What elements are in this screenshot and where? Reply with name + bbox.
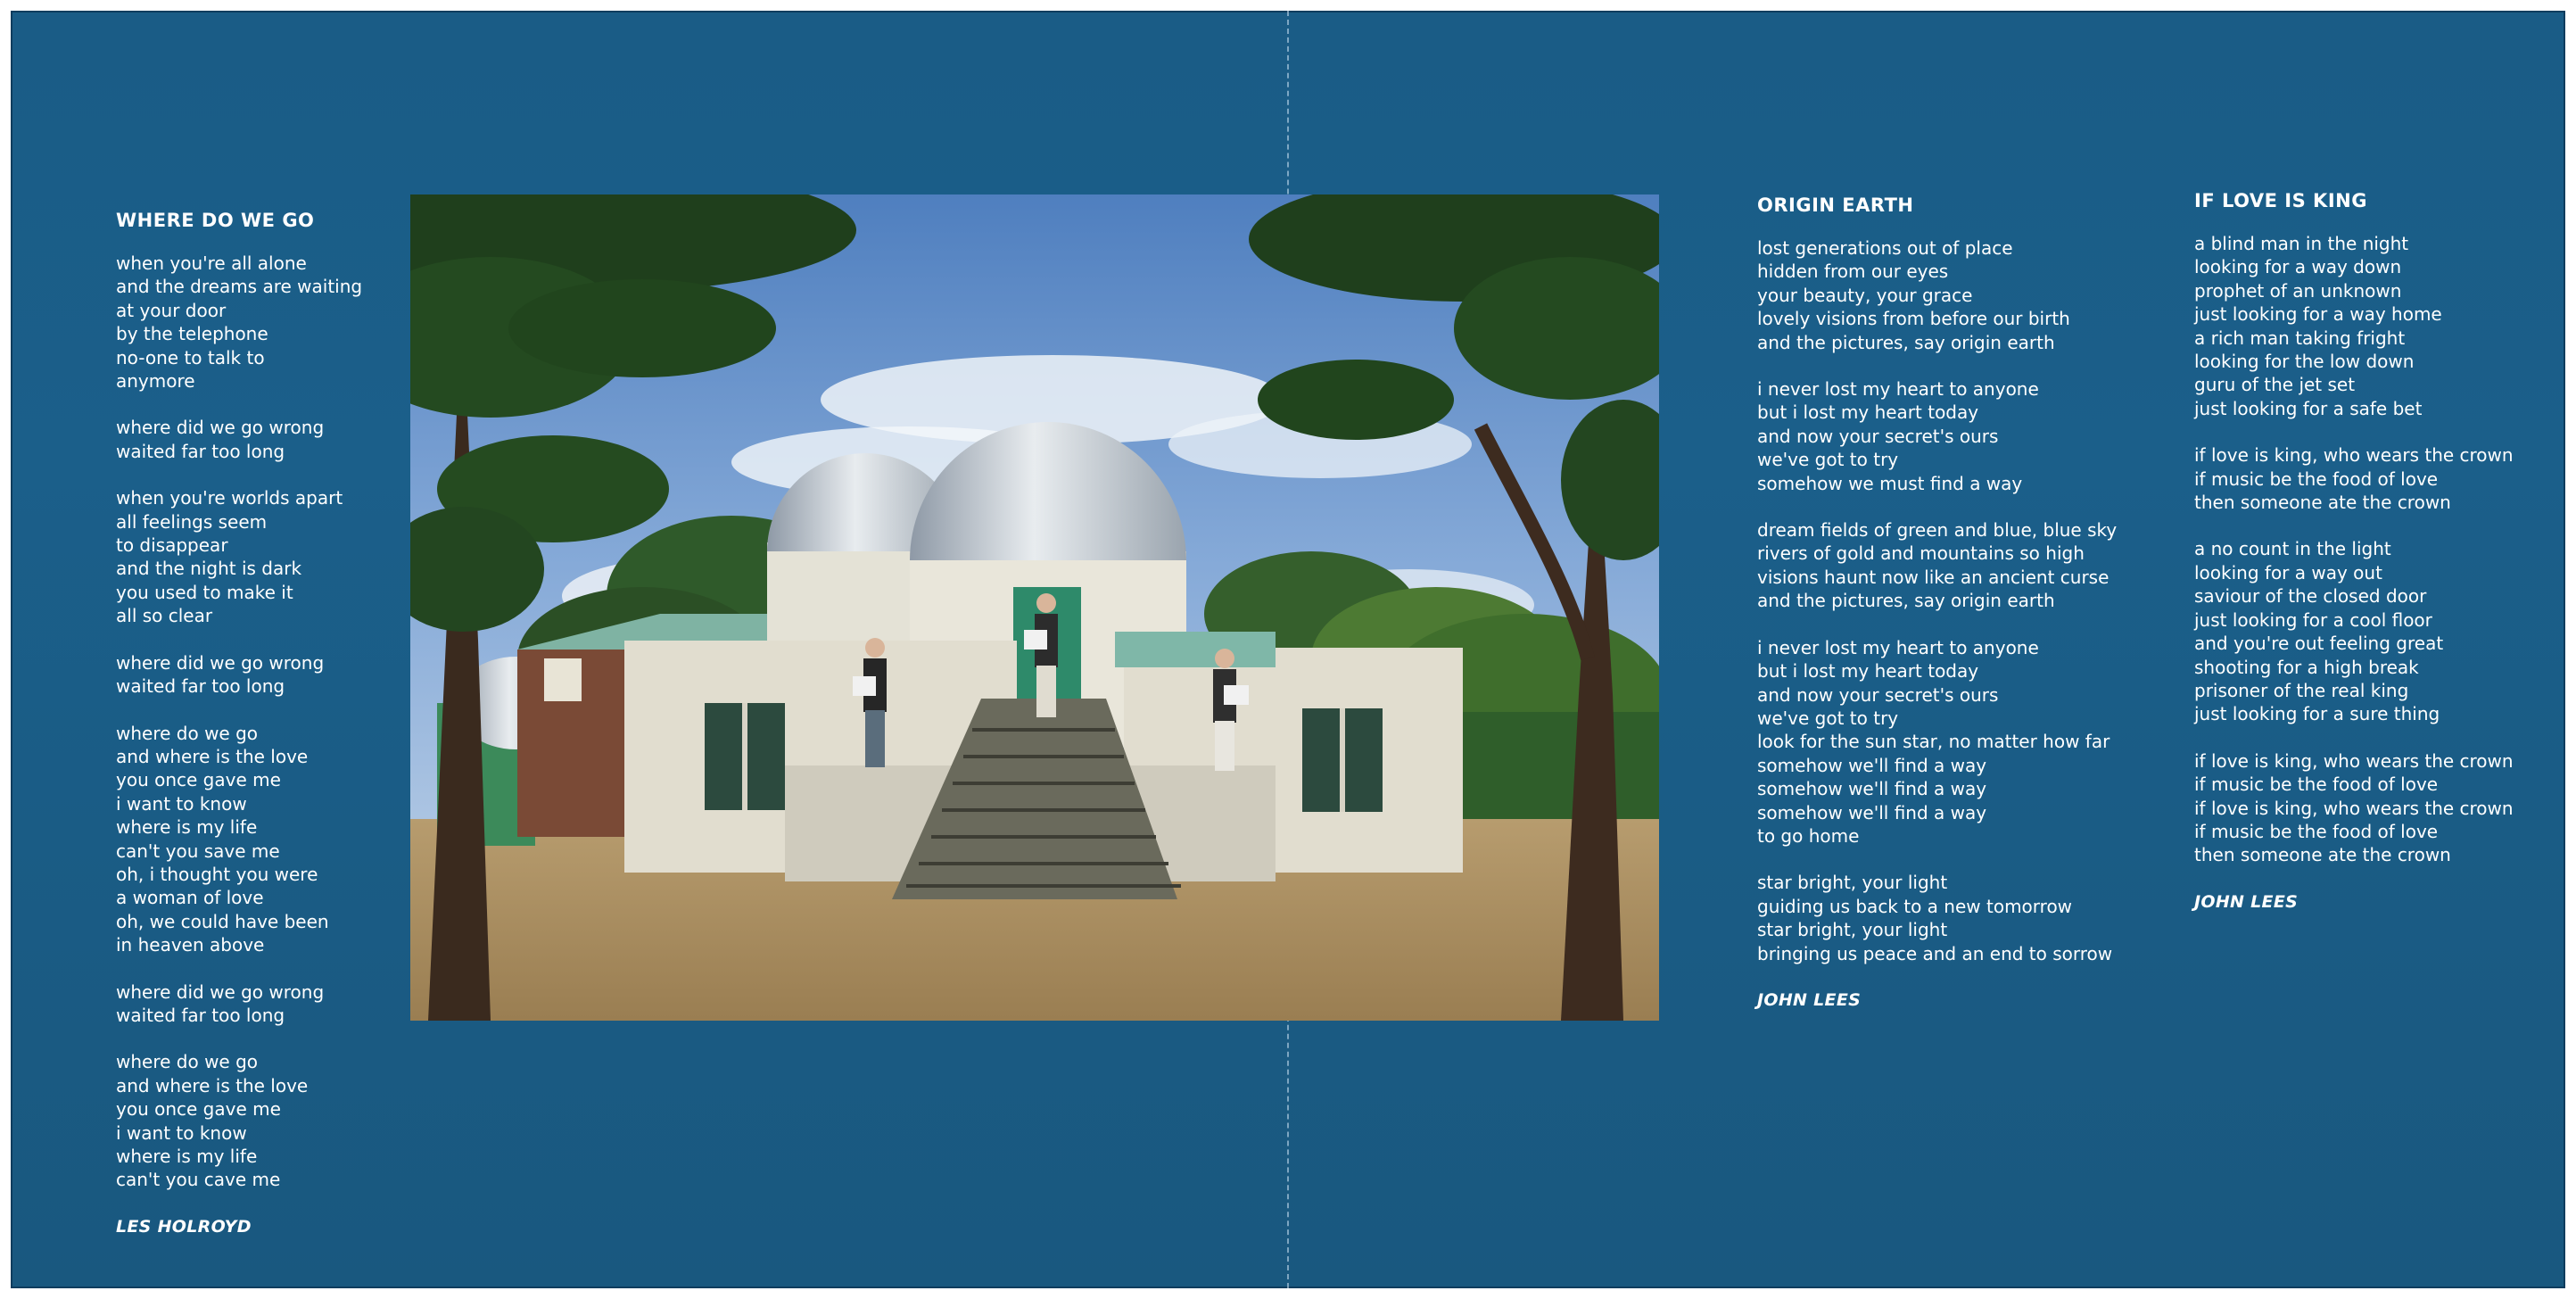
lyric-line: we've got to try (1757, 449, 1899, 471)
lyric-line: i never lost my heart to anyone (1757, 636, 2039, 658)
lyric-line: star bright, your light (1757, 872, 1948, 894)
song-author: JOHN LEES (1757, 989, 1862, 1010)
lyric-line: and where is the love (116, 745, 309, 767)
lyric-line: i never lost my heart to anyone (1757, 378, 2039, 401)
lyric-line: where did we go wrong (116, 651, 325, 674)
lyric-line: just looking for a sure thing (2194, 703, 2440, 725)
lyric-line: star bright, your light (1757, 919, 1948, 941)
stanza (1757, 377, 2117, 495)
lyric-line: if music be the food of love (2194, 820, 2439, 842)
lyric-line: but i lost my heart today (1757, 401, 1979, 424)
lyric-line: where do we go (116, 722, 259, 744)
lyric-line: anymore (116, 370, 195, 393)
lyric-line: guru of the jet set (2194, 374, 2356, 396)
lyric-line: waited far too long (116, 675, 285, 698)
lyric-line: where did we go wrong (116, 980, 325, 1003)
lyric-line: a blind man in the night (2194, 233, 2409, 254)
lyric-line: then someone ate the crown (2194, 492, 2451, 514)
lyric-line: and now your secret's ours (1757, 683, 1999, 706)
song-origin-earth (1757, 194, 2117, 1012)
lyric-line: lost generations out of place (1757, 237, 2013, 259)
lyric-line: bringing us peace and an end to sorrow (1757, 942, 2113, 964)
lyric-line: if music be the food of love (2194, 467, 2439, 490)
lyric-line: and the night is dark (116, 558, 302, 580)
lyric-line: oh, we could have been (116, 910, 329, 932)
stanza (2194, 443, 2514, 514)
lyric-line: visions haunt now like an ancient curse (1757, 566, 2110, 588)
lyric-line: and where is the love (116, 1074, 309, 1096)
lyric-line: look for the sun star, no matter how far (1757, 731, 2110, 753)
lyric-line: where do we go (116, 1051, 259, 1073)
lyric-line: lovely visions from before our birth (1757, 308, 2070, 330)
lyric-line: oh, i thought you were (116, 863, 318, 885)
observatory-illustration (410, 194, 1659, 1021)
lyric-line: somehow we'll find a way (1757, 801, 1987, 823)
lyric-line: shooting for a high break (2194, 656, 2419, 678)
lyric-line: a rich man taking fright (2194, 327, 2406, 349)
lyric-line: your beauty, your grace (1757, 284, 1973, 306)
lyric-line: and the pictures, say origin earth (1757, 331, 2055, 353)
stanza (116, 1050, 362, 1191)
lyric-line: but i lost my heart today (1757, 660, 1979, 683)
lyric-line: and now your secret's ours (1757, 425, 1999, 447)
lyric-line: at your door (116, 299, 227, 321)
stanza (2194, 749, 2514, 867)
lyric-line: when you're all alone (116, 252, 307, 274)
lyric-line: i want to know (116, 792, 247, 815)
lyric-line: just looking for a cool floor (2194, 608, 2432, 631)
lyric-line: if music be the food of love (2194, 774, 2439, 796)
lyric-line: then someone ate the crown (2194, 844, 2451, 866)
lyric-line: somehow we'll find a way (1757, 754, 1987, 776)
stanza (116, 980, 362, 1028)
lyric-line: we've got to try (1757, 707, 1899, 729)
lyric-line: to disappear (116, 534, 228, 557)
lyric-line: and the pictures, say origin earth (1757, 590, 2055, 612)
lyric-line: dream fields of green and blue, blue sky (1757, 519, 2118, 542)
lyric-line: guiding us back to a new tomorrow (1757, 895, 2073, 917)
song-title: ORIGIN EARTH (1757, 194, 1914, 216)
lyric-line: looking for a way out (2194, 561, 2382, 583)
stanza (116, 416, 362, 463)
stanza (1757, 518, 2117, 613)
stanza (116, 651, 362, 699)
lyric-line: somehow we must find a way (1757, 472, 2023, 494)
lyric-line: in heaven above (116, 934, 265, 956)
song-where-do-we-go (116, 209, 362, 1238)
stanza (116, 486, 362, 627)
lyric-line: prisoner of the real king (2194, 679, 2409, 701)
lyric-line: a no count in the light (2194, 538, 2391, 560)
lyric-line: prophet of an unknown (2194, 279, 2402, 302)
song-title: IF LOVE IS KING (2194, 190, 2367, 211)
stanza (1757, 236, 2117, 354)
lyric-line: if love is king, who wears the crown (2194, 749, 2514, 772)
lyric-line: and the dreams are waiting (116, 276, 363, 298)
stanza (116, 252, 362, 393)
lyric-line: you used to make it (116, 581, 293, 603)
stanza (116, 722, 362, 957)
lyric-line: you once gave me (116, 769, 281, 791)
song-if-love-is-king (2194, 189, 2514, 914)
lyric-line: waited far too long (116, 1004, 285, 1026)
booklet-spread (11, 11, 2565, 1288)
stanza (1757, 636, 2117, 848)
lyric-line: no-one to talk to (116, 346, 265, 368)
lyric-line: you once gave me (116, 1098, 281, 1121)
stanza (1757, 871, 2117, 965)
lyric-line: just looking for a safe bet (2194, 397, 2423, 419)
lyric-line: where is my life (116, 1146, 258, 1167)
song-author: LES HOLROYD (116, 1216, 252, 1237)
lyric-line: to go home (1757, 824, 1860, 847)
lyric-line: somehow we'll find a way (1757, 778, 1987, 800)
lyric-line: hidden from our eyes (1757, 261, 1949, 283)
lyric-line: just looking for a way home (2194, 303, 2442, 326)
lyric-line: when you're worlds apart (116, 487, 343, 509)
lyric-line: all feelings seem (116, 510, 268, 533)
lyric-line: looking for a way down (2194, 256, 2402, 278)
lyric-line: waited far too long (116, 440, 285, 462)
lyric-line: where did we go wrong (116, 417, 325, 439)
lyric-line: if love is king, who wears the crown (2194, 797, 2514, 819)
lyric-line: i want to know (116, 1121, 247, 1144)
lyric-line: rivers of gold and mountains so high (1757, 542, 2085, 565)
song-title: WHERE DO WE GO (116, 210, 315, 231)
lyric-line: saviour of the closed door (2194, 585, 2427, 608)
lyric-line: can't you cave me (116, 1169, 281, 1191)
observatory-photo (410, 194, 1659, 1021)
lyric-line: a woman of love (116, 887, 264, 909)
lyric-line: can't you save me (116, 840, 280, 862)
lyric-line: where is my life (116, 816, 258, 839)
lyric-line: if love is king, who wears the crown (2194, 444, 2514, 467)
lyric-line: looking for the low down (2194, 351, 2415, 373)
song-author: JOHN LEES (2194, 891, 2299, 912)
lyric-line: by the telephone (116, 323, 268, 345)
stanza (2194, 232, 2514, 420)
lyric-line: all so clear (116, 605, 213, 627)
lyric-line: and you're out feeling great (2194, 633, 2444, 655)
stanza (2194, 537, 2514, 725)
